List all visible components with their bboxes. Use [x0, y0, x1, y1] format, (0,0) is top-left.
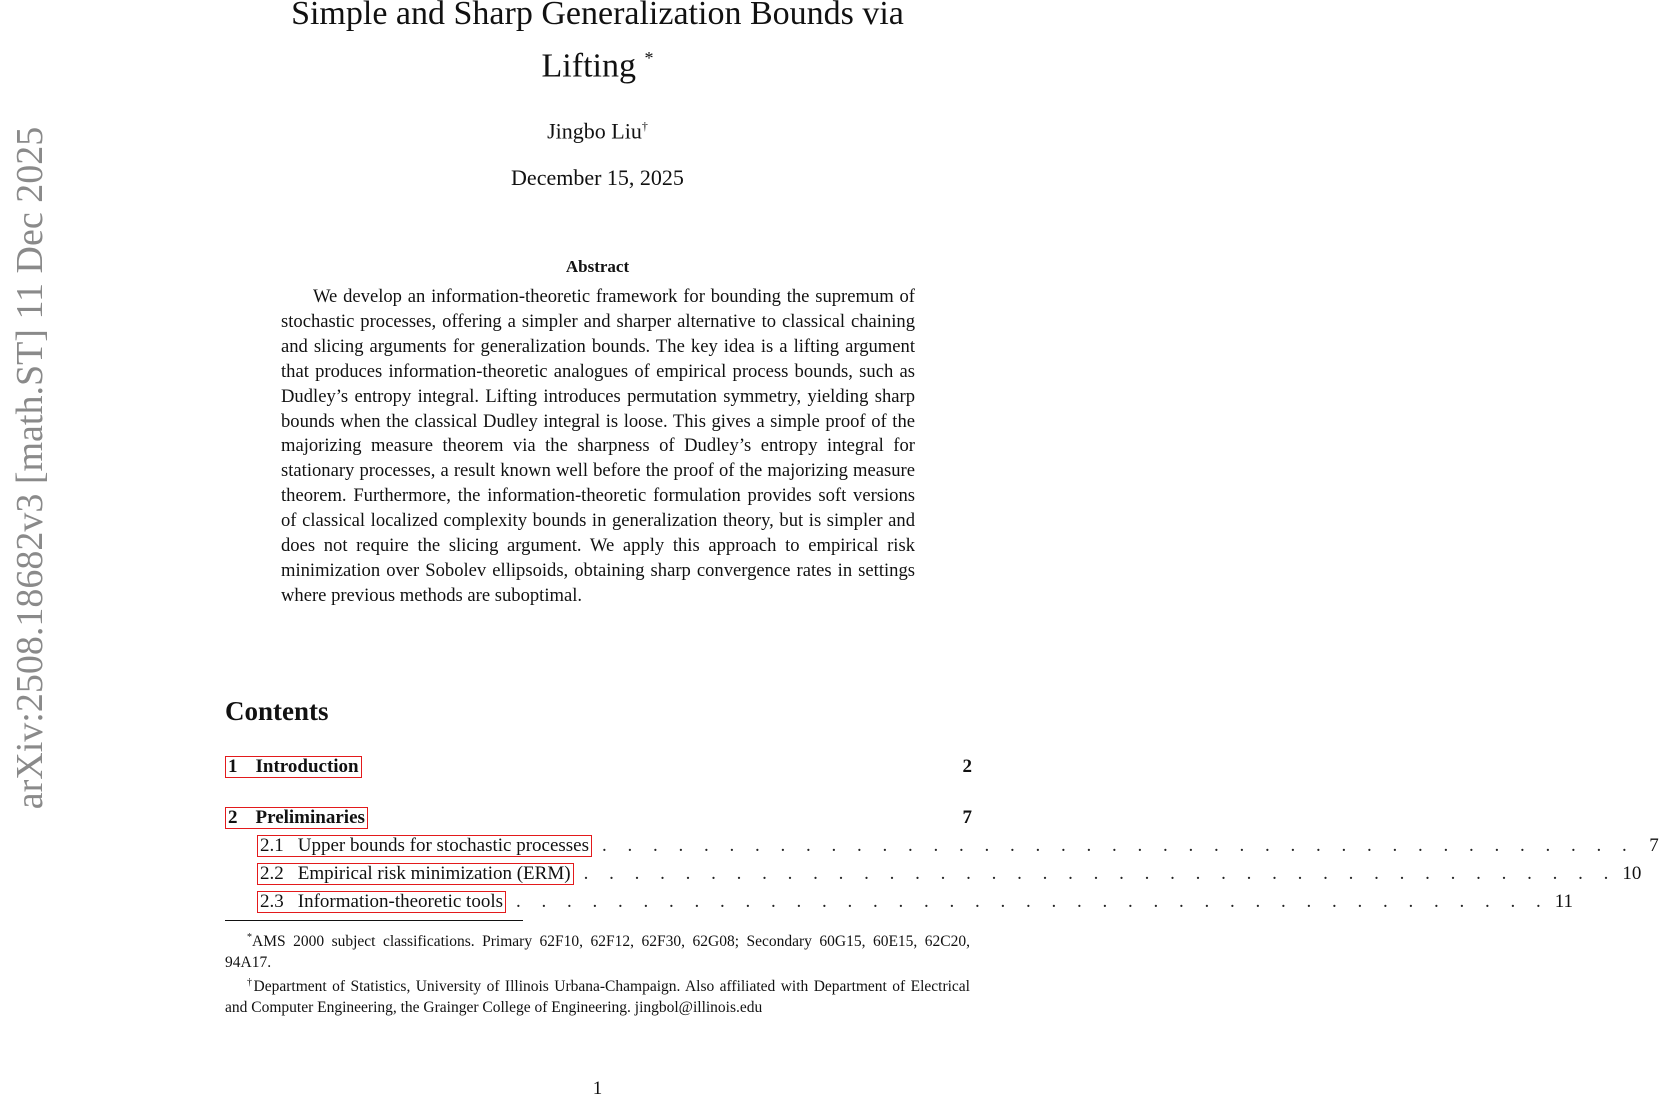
title-footnote-mark[interactable]: * — [644, 48, 654, 68]
toc-leader-dots: . . . . . . . . . . . . . . . . . . . . . . . . . . . . . . . . . . . . . . . . . — [583, 863, 1617, 884]
toc-title: Preliminaries — [255, 807, 365, 828]
footnote-affiliation — [225, 972, 970, 1018]
toc-leader-dots: . . . . . . . . . . . . . . . . . . . . . . . . . . . . . . . . . . . . . . . . . — [516, 891, 1549, 912]
footnote-ams — [225, 927, 970, 973]
toc-link-upper-bounds[interactable] — [257, 835, 592, 857]
title-line-2-text: Lifting — [541, 47, 636, 85]
toc-number: 2 — [228, 807, 238, 828]
footnote-affiliation-text: Department of Statistics, University of Illinois Urbana-Champaign. Also affiliated with Department of Electrical and Computer Engineering, the Grainger College of Engineering. jingbol@illinois.edu — [225, 978, 970, 1017]
toc-page: 7 — [962, 807, 972, 828]
footnote-rule — [225, 920, 523, 921]
toc-link-preliminaries[interactable] — [225, 807, 368, 829]
toc-number: 2.1 — [260, 835, 284, 856]
toc-link-introduction[interactable] — [225, 756, 362, 778]
abstract-heading: Abstract — [565, 257, 630, 276]
author-footnote-mark[interactable]: † — [641, 119, 648, 133]
toc-page: 10 — [1622, 863, 1642, 884]
paper-title — [225, 0, 970, 88]
toc-entry-preliminaries — [225, 807, 972, 829]
toc-title: Information-theoretic tools — [297, 891, 503, 912]
toc-page: 11 — [1554, 891, 1574, 912]
abstract-body: We develop an information-theoretic framework for bounding the supremum of stochastic processes, offering a simpler and sharper alternative to classical chaining and slicing arguments for generalization bounds. The key idea is a lifting argument that produces information-theoretic analogues of empirical process bounds, such as Dudley’s entropy integral. Lifting introduces permutation symmetry, yielding sharp bounds when the classical Dudley integral is loose. This gives a simple proof of the majorizing measure theorem via the sharpness of Dudley’s entropy integral for stationary processes, a result known well before the proof of the majorizing measure theorem. Furthermore, the information-theoretic formulation provides soft versions of classical localized complexity bounds in generalization theory, but is simpler and does not require the slicing argument. We apply this approach to empirical risk minimization over Sobolev ellipsoids, obtaining sharp convergence rates in settings where previous methods are suboptimal. — [281, 286, 915, 606]
toc-link-info-tools[interactable] — [257, 891, 506, 913]
toc-entry-info-tools — [257, 891, 1574, 913]
arxiv-identifier-stamp: arXiv:2508.18682v3 [math.ST] 11 Dec 2025 — [9, 126, 51, 810]
title-line-2 — [225, 36, 970, 88]
toc-page: 2 — [962, 756, 972, 777]
footnote-ams-text: AMS 2000 subject classifications. Primary 62F10, 62F12, 62F30, 62G08; Secondary 60G15, 60E15, 62C20, 94A17. — [225, 933, 970, 972]
toc-leader-dots: . . . . . . . . . . . . . . . . . . . . . . . . . . . . . . . . . . . . . . . . . — [602, 835, 1635, 856]
toc-entry-erm — [257, 863, 1642, 885]
author-name: Jingbo Liu — [547, 118, 642, 144]
title-line-1: Simple and Sharp Generalization Bounds via — [291, 0, 904, 32]
toc-number: 1 — [228, 756, 238, 777]
toc-page: 7 — [1649, 835, 1659, 856]
toc-title: Empirical risk minimization (ERM) — [297, 863, 571, 884]
contents-heading: Contents — [225, 696, 329, 726]
author-line — [225, 112, 970, 145]
toc-title: Introduction — [255, 756, 359, 777]
toc-entry-upper-bounds — [257, 835, 1659, 857]
paper-date: December 15, 2025 — [511, 165, 684, 190]
footnote-affiliation-mark: † — [247, 977, 254, 988]
toc-number: 2.2 — [260, 863, 284, 884]
page-number: 1 — [592, 1078, 603, 1099]
footnote-ams-mark: * — [247, 932, 252, 943]
toc-entry-introduction — [225, 756, 972, 778]
toc-title: Upper bounds for stochastic processes — [297, 835, 590, 856]
toc-link-erm[interactable] — [257, 863, 574, 885]
toc-number: 2.3 — [260, 891, 284, 912]
